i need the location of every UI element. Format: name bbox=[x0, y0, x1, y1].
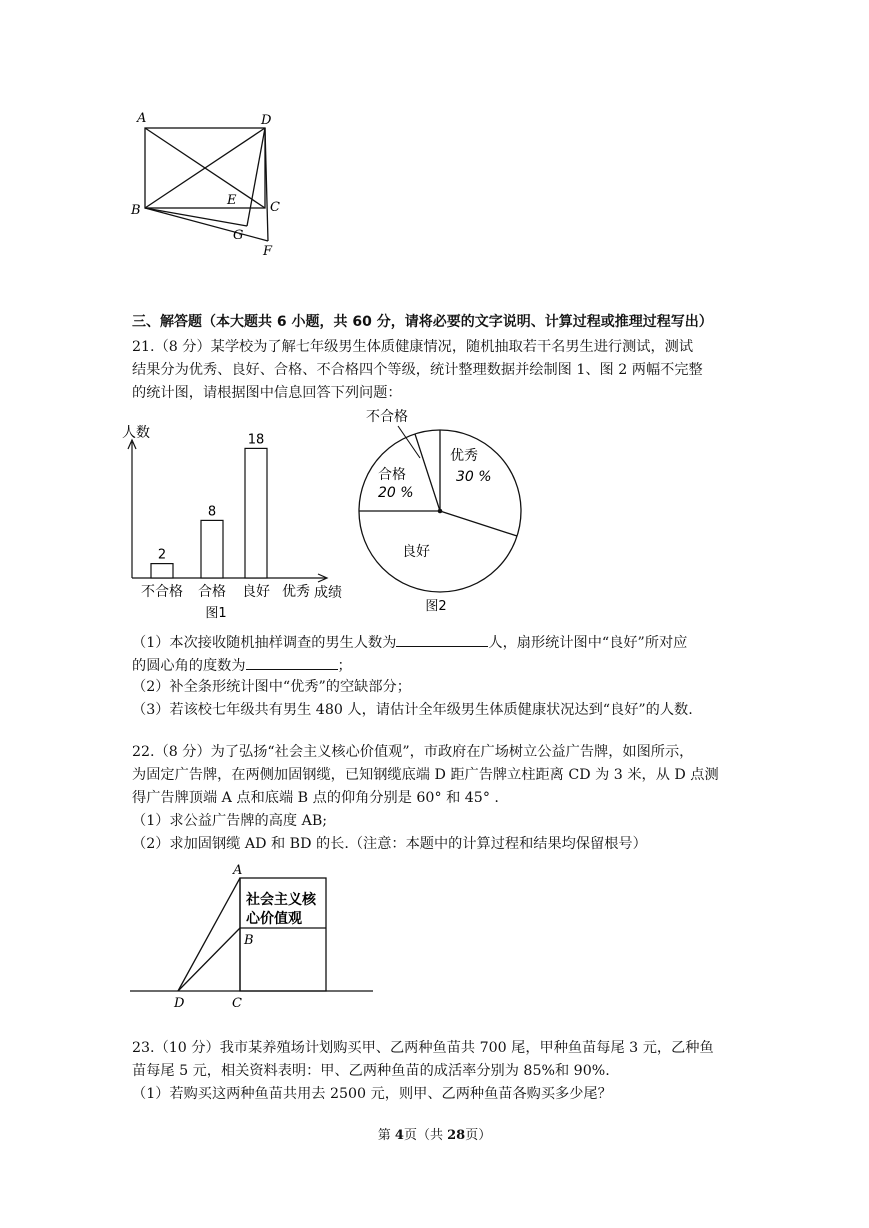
label-b: B bbox=[244, 933, 254, 948]
q21-line-2: 结果分为优秀、良好、合格、不合格四个等级，统计整理数据并绘制图 1、图 2 两幅不完整 bbox=[132, 362, 703, 378]
pie-slice-percent-0: 30 % bbox=[456, 469, 492, 485]
bar-chart-ylabel: 人数 bbox=[122, 425, 150, 441]
q21-sub3: （3）若该校七年级共有男生 480 人，请估计全年级男生体质健康状况达到“良好”的人数. bbox=[132, 702, 693, 718]
page-footer bbox=[0, 1124, 869, 1143]
footer-middle: 页（共 bbox=[403, 1128, 448, 1143]
label-a: A bbox=[137, 111, 147, 126]
q23-line-1: 23.（10 分）我市某养殖场计划购买甲、乙两种鱼苗共 700 尾，甲种鱼苗每尾 3 元，乙种鱼 bbox=[132, 1040, 714, 1056]
geometry-figure-rectangle bbox=[125, 110, 295, 260]
bar-data-label-2: 18 bbox=[247, 432, 265, 448]
label-d: D bbox=[174, 996, 185, 1010]
footer-prefix: 第 bbox=[377, 1128, 395, 1143]
pie-slice-percent-2: 20 % bbox=[378, 485, 414, 501]
q21-sub1-line bbox=[132, 632, 687, 652]
q21-answer-blank-count bbox=[396, 632, 488, 647]
pie-slice-label-0: 优秀 bbox=[450, 448, 478, 464]
cable-ad bbox=[178, 878, 240, 991]
billboard-figure bbox=[128, 860, 378, 1010]
bar-category-label-2: 良好 bbox=[242, 584, 270, 600]
q22-sub2: （2）求加固钢缆 AD 和 BD 的长.（注意：本题中的计算过程和结果均保留根号） bbox=[132, 836, 647, 852]
bar-2 bbox=[245, 448, 267, 578]
pie-chart bbox=[350, 402, 540, 624]
label-d: D bbox=[261, 113, 272, 128]
q21-sub1-part-c: 的圆心角的度数为 bbox=[132, 658, 246, 674]
label-e: E bbox=[227, 193, 237, 208]
label-c: C bbox=[270, 200, 280, 215]
billboard-text-line-2: 心价值观 bbox=[246, 911, 302, 927]
q21-sub1-part-b: 人，扇形统计图中“良好”所对应 bbox=[488, 635, 688, 651]
bar-chart bbox=[118, 412, 358, 622]
q22-line-1: 22.（8 分）为了弘扬“社会主义核心价值观”，市政府在广场树立公益广告牌，如图所示， bbox=[132, 744, 694, 760]
q21-line-3: 的统计图，请根据图中信息回答下列问题： bbox=[132, 385, 402, 401]
q22-sub1: （1）求公益广告牌的高度 AB; bbox=[132, 813, 328, 829]
bar-data-label-0: 2 bbox=[157, 547, 167, 563]
q21-sub1-line-2 bbox=[132, 655, 352, 675]
footer-total-pages: 28 bbox=[447, 1128, 466, 1143]
section-header: 三、解答题（本大题共 6 小题，共 60 分，请将必要的文字说明、计算过程或推理过程写出） bbox=[132, 314, 713, 330]
bar-0 bbox=[151, 564, 173, 578]
q23-sub1: （1）若购买这两种鱼苗共用去 2500 元，则甲、乙两种鱼苗各购买多少尾？ bbox=[132, 1086, 612, 1102]
pie-slice-label-1: 良好 bbox=[402, 544, 430, 560]
q22-line-3: 得广告牌顶端 A 点和底端 B 点的仰角分别是 60° 和 45° . bbox=[132, 790, 499, 806]
q21-answer-blank-angle bbox=[246, 655, 338, 670]
label-g: G bbox=[233, 228, 244, 243]
pie-slice-label-2: 合格 bbox=[378, 467, 406, 483]
q21-sub1-part-d: ； bbox=[337, 658, 352, 674]
q22-line-2: 为固定广告牌，在两侧加固钢缆，已知钢缆底端 D 距广告牌立柱距离 CD 为 3 米，从 D 点测 bbox=[132, 767, 719, 783]
footer-page-number: 4 bbox=[394, 1128, 404, 1143]
q21-sub2: （2）补全条形统计图中“优秀”的空缺部分； bbox=[132, 679, 411, 695]
bar-chart-xlabel: 成绩 bbox=[314, 585, 342, 601]
bar-chart-caption: 图1 bbox=[205, 606, 227, 621]
q21-line-1: 21.（8 分）某学校为了解七年级男生体质健康情况，随机抽取若干名男生进行测试，测试 bbox=[132, 339, 694, 355]
billboard-text-line-1: 社会主义核 bbox=[246, 892, 316, 908]
bar-category-label-1: 合格 bbox=[198, 584, 226, 600]
bar-data-label-1: 8 bbox=[207, 504, 217, 520]
segment-dg bbox=[247, 128, 265, 226]
pie-center bbox=[438, 509, 443, 514]
footer-suffix: 页） bbox=[465, 1128, 492, 1143]
label-f: F bbox=[263, 244, 273, 259]
bar-category-label-0: 不合格 bbox=[141, 584, 183, 600]
pie-slice-label-3: 不合格 bbox=[366, 409, 408, 425]
segment-bg bbox=[145, 208, 247, 226]
label-a: A bbox=[233, 863, 243, 878]
q23-line-2: 苗每尾 5 元，相关资料表明：甲、乙两种鱼苗的成活率分别为 85%和 90%. bbox=[132, 1063, 610, 1079]
bar-category-label-3: 优秀 bbox=[282, 584, 310, 600]
pie-chart-caption: 图2 bbox=[425, 599, 447, 614]
bar-1 bbox=[201, 520, 223, 578]
q21-sub1-part-a: （1）本次接收随机抽样调查的男生人数为 bbox=[132, 635, 397, 651]
label-c: C bbox=[232, 996, 242, 1010]
cable-bd bbox=[178, 928, 240, 991]
label-b: B bbox=[131, 203, 141, 218]
